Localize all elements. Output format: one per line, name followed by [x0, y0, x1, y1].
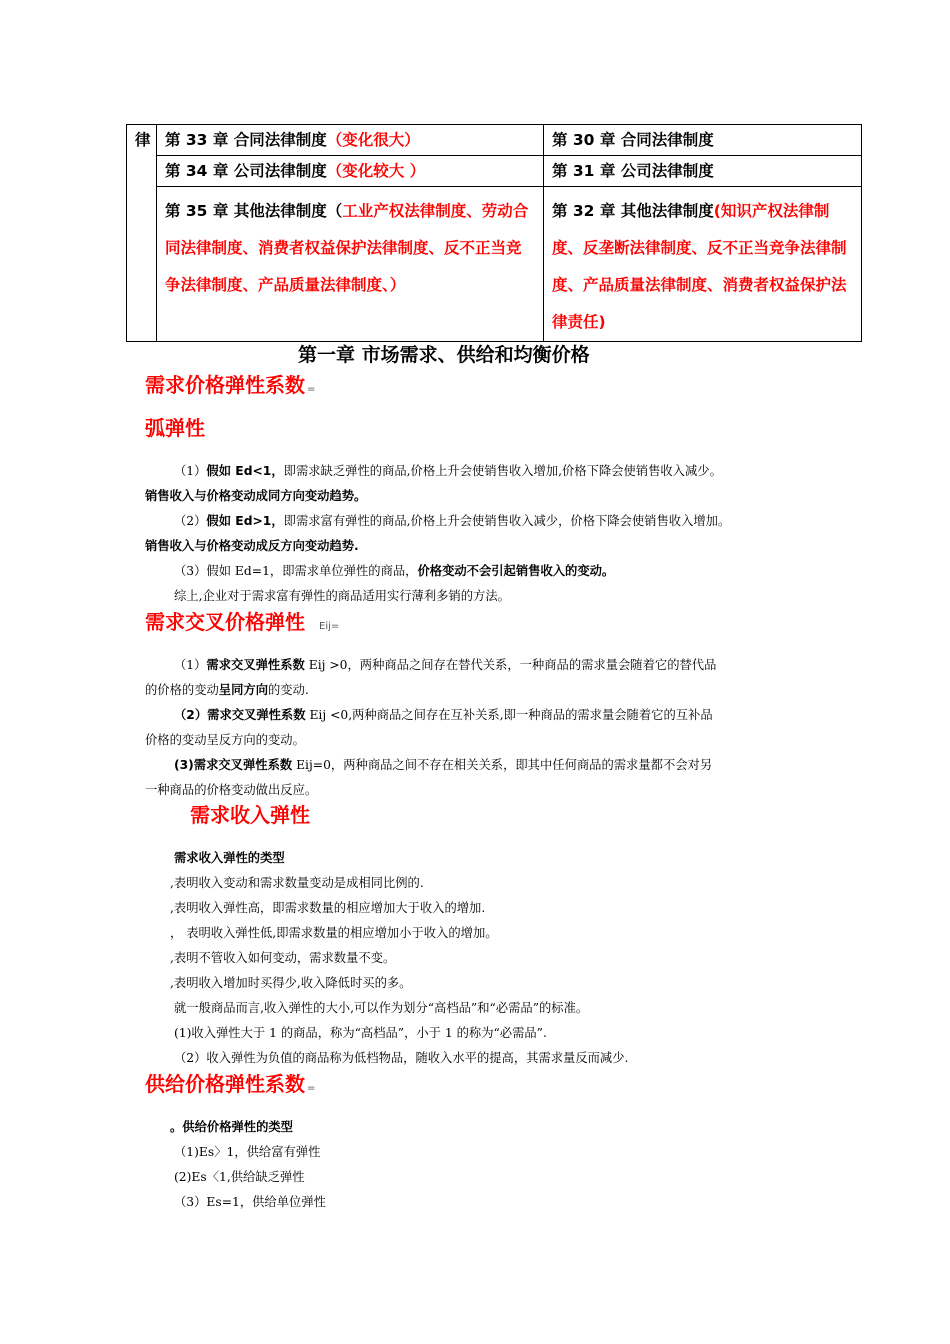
cell-text: 第 30 章 合同法律制度 — [552, 131, 714, 149]
section-heading-cross-elasticity — [145, 606, 339, 635]
text-run: 的价格的变动 — [145, 683, 219, 697]
cell-note: 工业产权法律制度、劳动合同法律制度、消费者权益保护法律制度、反不正当竞争法律制度、产品质量法律制度、） — [165, 202, 529, 294]
paragraph-line — [145, 680, 309, 698]
paragraph-line: 综上,企业对于需求富有弹性的商品适用实行薄利多销的方法。 — [174, 589, 510, 603]
table-row — [127, 187, 862, 342]
paragraph-line — [174, 755, 712, 773]
paragraph-line — [174, 511, 730, 529]
paragraph-line — [174, 461, 722, 479]
text-run: （2） — [174, 514, 207, 528]
table-cell — [544, 156, 862, 187]
cell-text: 第 33 章 合同法律制度 — [165, 131, 327, 149]
cell-note: (知识产权法律制度、反垄断法律制度、反不正当竞争法律制度、产品质量法律制度、消费者权益保护法律责任) — [552, 202, 847, 331]
paragraph-line: ,表明收入增加时买得少,收入降低时买的多。 — [170, 976, 412, 990]
paragraph-line: 就一般商品而言,收入弹性的大小,可以作为划分“高档品”和“必需品”的标准。 — [174, 1001, 589, 1015]
table-cell — [157, 156, 544, 187]
paragraph-line: （3）Es=1，供给单位弹性 — [174, 1195, 326, 1209]
text-run: 的变动. — [268, 683, 309, 697]
cell-note: （变化很大） — [326, 131, 420, 149]
law-chapter-table — [126, 124, 862, 342]
heading-suffix: Eij= — [319, 621, 340, 632]
text-run: Eij <0,两种商品之间存在互补关系,即一种商品的需求量会随着它的互补品 — [305, 708, 713, 722]
text-run: 即需求缺乏弹性的商品,价格上升会使销售收入增加,价格下降会使销售收入减少。 — [283, 464, 722, 478]
table-row — [127, 125, 862, 156]
paragraph-line: ,表明收入弹性高，即需求数量的相应增加大于收入的增加. — [170, 901, 486, 915]
cell-text: 第 34 章 公司法律制度 — [165, 162, 327, 180]
section-heading-price-elasticity — [145, 369, 315, 398]
paragraph-line — [174, 561, 614, 579]
paragraph-line — [174, 705, 713, 723]
text-run: （2）需求交叉弹性系数 — [174, 708, 306, 722]
heading-text: 需求价格弹性系数 — [145, 373, 305, 397]
paragraph-line: 销售收入与价格变动成同方向变动趋势。 — [145, 489, 367, 503]
table-cell — [544, 125, 862, 156]
paragraph-line — [174, 655, 716, 673]
paragraph-line: ， 表明收入弹性低,即需求数量的相应增加小于收入的增加。 — [170, 926, 498, 940]
heading-suffix: = — [307, 384, 316, 395]
text-run: 假如 Ed>1， — [206, 514, 284, 528]
table-cell — [544, 187, 862, 342]
section-heading-arc-elasticity: 弧弹性 — [145, 416, 205, 440]
text-run: Eij=0，两种商品之间不存在相关关系，即其中任何商品的需求量都不会对另 — [292, 758, 713, 772]
text-run: （1） — [174, 464, 207, 478]
paragraph-line: ,表明收入变动和需求数量变动是成相同比例的. — [170, 876, 424, 890]
cell-note: （变化较大 ） — [326, 162, 426, 180]
table-cell — [157, 187, 544, 342]
text-run: 即需求富有弹性的商品,价格上升会使销售收入减少，价格下降会使销售收入增加。 — [283, 514, 731, 528]
heading-text: 需求交叉价格弹性 — [145, 610, 305, 634]
text-run: 呈同方向 — [218, 683, 268, 697]
text-run: 假如 Ed<1， — [206, 464, 284, 478]
heading-suffix: = — [307, 1083, 316, 1094]
cell-text: 第 32 章 其他法律制度 — [552, 202, 714, 220]
chapter-title: 第一章 市场需求、供给和均衡价格 — [298, 344, 590, 366]
paragraph-line: (1)收入弹性大于 1 的商品，称为“高档品”，小于 1 的称为“必需品”. — [174, 1026, 547, 1040]
table-cell — [157, 125, 544, 156]
paragraph-line: （1)Es〉1，供给富有弹性 — [174, 1145, 321, 1159]
side-label: 律 — [127, 125, 157, 342]
text-run: （1） — [174, 658, 207, 672]
cell-text: 第 31 章 公司法律制度 — [552, 162, 714, 180]
heading-text: 供给价格弹性系数 — [145, 1072, 305, 1096]
paragraph-line: （2）收入弹性为负值的商品称为低档物品，随收入水平的提高，其需求量反而减少. — [174, 1051, 629, 1065]
paragraph-line: 价格的变动呈反方向的变动。 — [145, 733, 305, 747]
text-run: Eij >0，两种商品之间存在替代关系，一种商品的需求量会随着它的替代品 — [304, 658, 717, 672]
paragraph-line: 销售收入与价格变动成反方向变动趋势. — [145, 539, 359, 553]
section-heading-income-elasticity: 需求收入弹性 — [190, 803, 310, 827]
paragraph-line: 。供给价格弹性的类型 — [170, 1120, 293, 1134]
cell-text: 第 35 章 其他法律制度（ — [165, 202, 343, 220]
text-run: 价格变动不会引起销售收入的变动。 — [417, 564, 615, 578]
paragraph-line: 需求收入弹性的类型 — [174, 851, 285, 865]
table-row — [127, 156, 862, 187]
text-run: （3）假如 Ed=1，即需求单位弹性的商品， — [174, 564, 418, 578]
paragraph-line: ,表明不管收入如何变动，需求数量不变。 — [170, 951, 396, 965]
paragraph-line: 一种商品的价格变动做出反应。 — [145, 783, 318, 797]
section-heading-supply-elasticity — [145, 1068, 315, 1097]
text-run: (3)需求交叉弹性系数 — [174, 758, 293, 772]
text-run: 需求交叉弹性系数 — [206, 658, 305, 672]
paragraph-line: (2)Es〈1,供给缺乏弹性 — [174, 1170, 305, 1184]
